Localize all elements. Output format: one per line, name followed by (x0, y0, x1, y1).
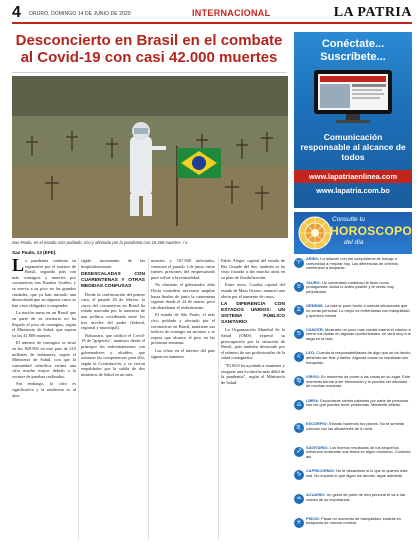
sign-text: La relación con tus compañeros de trabajo o comunidad a mejorar hoy. Las diferencias de criterios comienzan a disiparse. (306, 257, 399, 271)
paragraph: Las cifras en el interior del país siguen en aumento. (151, 347, 215, 359)
horoscope-subtitle: del día (344, 239, 364, 246)
byline: Sao Paulo, 13 (EFE). (12, 250, 57, 255)
pisces-icon: ♓ (294, 518, 304, 528)
section-label: INTERNACIONAL (192, 8, 271, 18)
horoscope-entry (294, 328, 412, 352)
article-column-1 (12, 258, 76, 540)
sign-name: CÁNCER: (306, 327, 324, 332)
cancer-icon: ♋ (294, 329, 304, 339)
horoscope-entry (294, 422, 412, 446)
horoscope-title: HOROSCOPO (330, 224, 412, 238)
monitor-icon (312, 68, 394, 126)
gemini-icon: ♊ (294, 305, 304, 315)
sagittarius-icon: ♐ (294, 447, 304, 457)
masthead (12, 6, 412, 24)
paragraph: a pandemia continúa su expansión por el interior de Brasil, segundo país con más contagios y muertes por coronavirus tras Estados Unidos, y se acerca a su pico en las grandes ciudades, que ya han iniciado una desescalada que en algunos casos se han visto obligadas a suspender. (12, 258, 76, 308)
article-photo (12, 76, 288, 238)
sign-name: ARIES: (306, 257, 320, 261)
horoscope-entry (294, 257, 412, 281)
article-headline: Desconcierto en Brasil en el combate al Covid-19 con casi 42.000 muertes (15, 32, 283, 66)
scorpio-icon: ♏ (294, 423, 304, 433)
horoscope-entry (294, 446, 412, 470)
divider (12, 72, 287, 73)
horoscope-banner (294, 212, 412, 254)
sign-name: PISCIS: (306, 516, 321, 521)
leo-icon: ♌ (294, 352, 304, 362)
column-divider (148, 258, 149, 540)
paragraph: Desde la confirmación del primer caso, el pasado 26 de febrero, la curva del coronavirus en Brasil ha estado marcada por la ausencia de una política coordinada entre los tres niveles del poder (federal, regional y municipal). (81, 291, 145, 331)
horoscope-entry (294, 375, 412, 399)
sign-name: TAURO: (306, 280, 321, 285)
ad-url-primary[interactable]: www.lapatriaenlinea.com (294, 170, 412, 183)
article-column-3 (151, 258, 215, 540)
article-subhead: DESESCALADAS CON CUARENTENAS Y OTRAS MEDIDAS CONFUSAS (81, 272, 145, 289)
sign-text: Escucharás ciertas palabras por parte de personas con las que puedes tener problemas. Mantente abierto. (306, 398, 409, 408)
paragraph: Entre otros, Cuiabá, capital del estado de Mato Grosso, anunció una alerta por el aumento de casos. (221, 282, 285, 299)
column-divider (218, 258, 219, 540)
paragraph: muertes y 167.900 infectados, comenzó el pasado 1 de junio, entre fuertes presiones del empresariado para volver a la normalidad. (151, 258, 215, 280)
paragraph: El estado de São Paulo, el más rico, poblado y afectado por el coronavirus en Brasil, mantiene sus índices de contagio en ascenso y se espera que alcance el pico en las próximas semanas. (151, 312, 215, 346)
sign-name: LIBRA: (306, 398, 320, 403)
paragraph: rígido incremento de las hospitalizaciones. (81, 258, 145, 269)
horoscope-list (294, 257, 412, 543)
cemetery-photo-illustration (12, 76, 288, 238)
issue-date: ORURO, DOMINGO 14 DE JUNIO DE 2020 (29, 11, 131, 17)
paragraph: La Organización Mundial de la Salud (OMS) expresó su preocupación por la situación de Brasil, país también destacado por el número de sus profesionales de la salud contagiados. (221, 327, 285, 361)
subscription-ad[interactable] (294, 32, 412, 208)
virgo-icon: ♍ (294, 376, 304, 386)
sign-name: SAGITARIO: (306, 445, 329, 450)
paragraph: "El SUS ha ayudado a mantener y asegurar una evolución más débil de la pandemia", según el Ministerio de Salud. (221, 362, 285, 385)
ad-connect-text: Conéctate... (321, 38, 385, 50)
article-column-2 (81, 258, 145, 540)
sign-text: La vida te pone frente a nuevas situaciones que no serás personal. Lo mejor es enfrentarlas con tranquilidad y apertura mental. (306, 304, 410, 318)
article-subhead: LA DIFERENCIA CON ESTADOS UNIDOS: UN SISTEMA PÚBLICO SANITARIO (221, 302, 285, 325)
horoscope-entry (294, 517, 412, 541)
sign-text: Pasar un momento de tranquilidad, estarás en búsqueda de nuevos rumbos. (306, 516, 401, 526)
horoscope-entry (294, 399, 412, 423)
sign-text: Los buenos resultados de tus pequeños esfuerzos mostrarán sus frutos en algún momento. Continúa así. (306, 445, 411, 460)
article-column-4 (221, 258, 285, 540)
horoscope-entry (294, 469, 412, 493)
horoscope-entry (294, 304, 412, 328)
libra-icon: ♎ (294, 400, 304, 410)
sign-name: GÉMINIS: (306, 304, 324, 309)
horoscope-entry (294, 281, 412, 305)
ad-headline (294, 38, 412, 64)
sign-text: Estarás haciendo tus planes. No te sentirás cómodo con las situaciones de tu vida. (306, 422, 404, 431)
newspaper-logo: LA PATRIA (333, 5, 412, 20)
column-divider (78, 258, 79, 540)
sign-name: ACUARIO: (306, 492, 326, 497)
sign-text: Un comentario malicioso te tiene como protagonista. Actúa lo antes posible y te verás muy perjudicado. (306, 280, 394, 294)
sign-text: No te desanimes si lo que tú quieres está mal. No importa lo que digan los demás, sigue adelante. (306, 469, 408, 479)
ad-tagline: Comunicación responsable al alcance de todos (300, 132, 406, 162)
paragraph: Bolsonaro, que calificó el Covid-19 de "gripecita", mantuvo desde el principio los enfrentamientos con gobernadores y alcaldes, que tomaron las competencias para ello, según la Constitución, y se vieron respaldados por la salida de dos ministros de Salud en un mes. (81, 332, 145, 377)
sign-name: LEO: (306, 351, 316, 356)
ad-subscribe-text: Suscríbete... (320, 51, 386, 63)
zodiac-wheel-icon (298, 216, 332, 250)
drop-cap: L (12, 258, 25, 275)
sign-text: En momento de poner a las cosas en su lugar. Este momento tiende a ser bienvenido y te puedes ver afectado de muchas maneras. (306, 374, 411, 389)
sign-name: VIRGO: (306, 374, 320, 379)
paragraph: Sin embargo, la cifra es significativa y la tendencia es al alza. (12, 381, 76, 398)
ad-url-secondary[interactable]: www.lapatria.com.bo (316, 186, 390, 195)
taurus-icon: ♉ (294, 282, 304, 292)
sign-text: Un gesto de parte de otra persona te va a dar cuenta de su importancia. (306, 492, 406, 502)
horoscope-entry (294, 493, 412, 517)
sign-text: Mostrarte un poco más cordial traería el camino a cerrar tus dudas en algunas oportunidades, se verá muy a la larga en la vida. (306, 327, 411, 342)
capricorn-icon: ♑ (294, 470, 304, 480)
sign-name: ESCORPIO: (306, 422, 328, 427)
page-number: 4 (12, 4, 21, 21)
horoscope-entry (294, 351, 412, 375)
aquarius-icon: ♒ (294, 494, 304, 504)
sign-text: Cuando la responsabilidades de algo que se ha hecho, deberías ser feliz y darles. Algunas cosas no resultarán tan tranquilas. (306, 351, 412, 365)
horoscope-kicker: Consulte tu (332, 216, 365, 223)
paragraph: No obstante, el gobernador João Doria consideró necesario ampliar hasta finales de junio la cuarentena vigente desde el 24 de marzo, pero sin abandonar el reabrimiento. (151, 282, 215, 310)
aries-icon: ♈ (294, 258, 304, 268)
paragraph: La nación suma en un Brasil que en parte de su territorio no ha llegado al pico de contagios, según el Ministerio de Salud, que supera ya las 41.800 muertes. (12, 310, 76, 338)
photo-caption: Sao Paulo, en el estado más poblado, rico y afectado por la pandemia con 10.368 muertes. / e (12, 240, 188, 245)
paragraph: El número de contagios se situó en los 829.902 en este país de 210 millones de habitantes, según el Ministerio de Salud, con que la comunidad científica estima una cifra mucho mayor debido a la escasez de pruebas realizadas. (12, 340, 76, 379)
sign-name: CAPRICORNIO: (306, 469, 335, 474)
paragraph: Pablo Alegre, capital del estado de Río Grande del Sur, también se ha visto forzada a dar marcha atrás en su plan de flexibilización. (221, 258, 285, 280)
